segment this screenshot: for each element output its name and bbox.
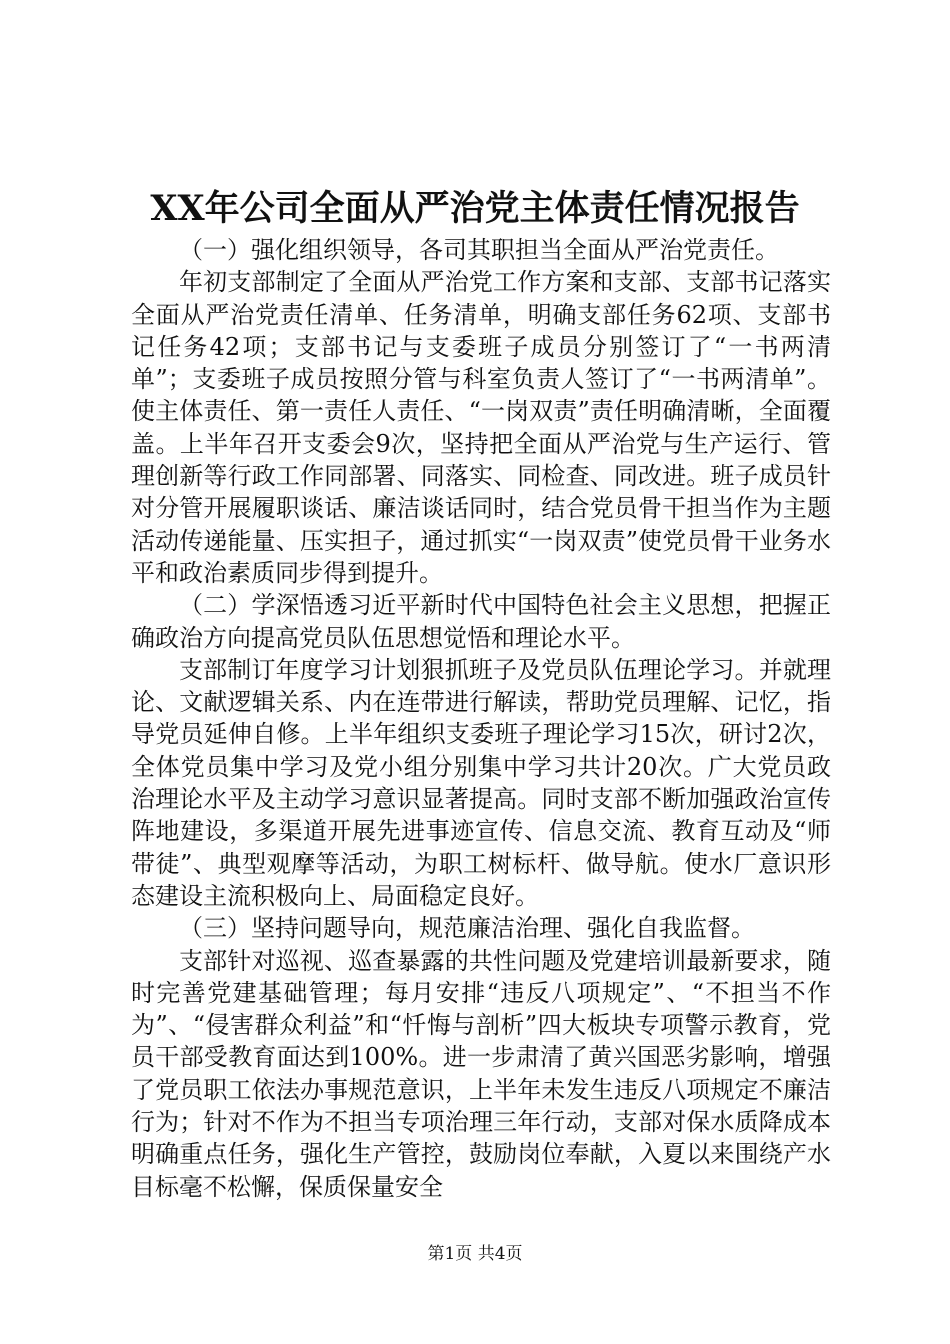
page-footer: 第1页 共4页: [427, 1244, 523, 1264]
document-body: [131, 234, 831, 1203]
document-title: XX年公司全面从严治党主体责任情况报告: [150, 188, 800, 229]
body-paragraph-3: 支部针对巡视、巡查暴露的共性问题及党建培训最新要求，随时完善党建基础管理；每月安排“违反八项规定”、“不担当不作为”、“侵害群众利益”和“忏悔与剖析”四大板块专项警示教育，党员干部受教育面达到100%。进一步肃清了黄兴国恶劣影响，增强了党员职工依法办事规范意识，上半年未发生违反八项规定不廉洁行为；针对不作为不担当专项治理三年行动，支部对保水质降成本明确重点任务，强化生产管控，鼓励岗位奉献，入夏以来围绕产水目标毫不松懈，保质保量安全: [131, 946, 831, 1201]
section-heading-1: （一）强化组织领导，各司其职担当全面从严治党责任。: [179, 236, 779, 264]
body-paragraph-2: 支部制订年度学习计划狠抓班子及党员队伍理论学习。并就理论、文献逻辑关系、内在连带进行解读，帮助党员理解、记忆，指导党员延伸自修。上半年组织支委班子理论学习15次，研讨2次，全体党员集中学习及党小组分别集中学习共计20次。广大党员政治理论水平及主动学习意识显著提高。同时支部不断加强政治宣传阵地建设，多渠道开展先进事迹宣传、信息交流、教育互动及“师带徒”、典型观摩等活动，为职工树标杆、做导航。使水厂意识形态建设主流积极向上、局面稳定良好。: [131, 655, 831, 910]
body-paragraph-1: 年初支部制定了全面从严治党工作方案和支部、支部书记落实全面从严治党责任清单、任务清单，明确支部任务62项、支部书记任务42项；支部书记与支委班子成员分别签订了“一书两清单”；支委班子成员按照分管与科室负责人签订了“一书两清单”。使主体责任、第一责任人责任、“一岗双责”责任明确清晰，全面覆盖。上半年召开支委会9次，坚持把全面从严治党与生产运行、管理创新等行政工作同部署、同落实、同检查、同改进。班子成员针对分管开展履职谈话、廉洁谈话同时，结合党员骨干担当作为主题活动传递能量、压实担子，通过抓实“一岗双责”使党员骨干业务水平和政治素质同步得到提升。: [131, 268, 831, 587]
section-heading-3: （三）坚持问题导向，规范廉洁治理、强化自我监督。: [179, 914, 755, 943]
section-heading-2: （二）学深悟透习近平新时代中国特色社会主义思想，把握正确政治方向提高党员队伍思想觉悟和理论水平。: [131, 591, 831, 652]
